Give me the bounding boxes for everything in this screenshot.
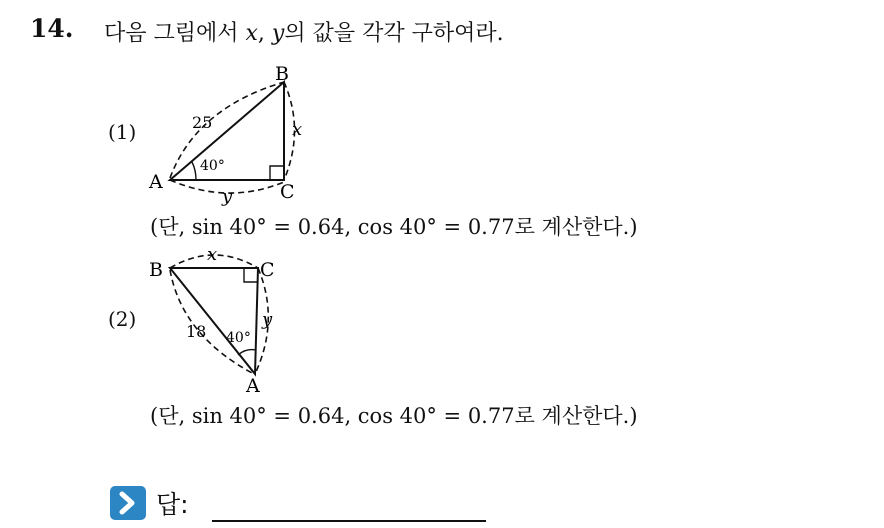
vertex-b-2: B [149,259,163,281]
angle-label-1: 40° [200,158,225,174]
vertex-a-2: A [246,375,260,397]
angle-arc-1 [192,162,196,180]
question-number: 14. [30,14,74,43]
right-angle-mark-2 [244,268,258,282]
arc-hypotenuse-2 [170,270,254,374]
condition-1: (단, sin 40° = 0.64, cos 40° = 0.77로 계산한다.) [150,215,638,239]
side-x-label-2: x [207,244,218,265]
problem-1-label: (1) [108,120,137,144]
hypotenuse-label-1: 25 [192,113,213,132]
vertex-a-1: A [149,171,163,193]
answer-label: 답: [156,490,189,519]
arc-side-y-1 [170,180,284,193]
condition-2: (단, sin 40° = 0.64, cos 40° = 0.77로 계산한다.) [150,404,638,428]
comma: , [257,21,272,46]
var-y: y [271,21,285,46]
chevron-right-icon [110,486,146,520]
arc-side-x-2 [170,255,258,268]
vertex-c-2: C [260,259,275,281]
vertex-c-1: C [280,181,295,203]
var-x: x [245,21,258,46]
triangle-1 [170,82,284,180]
side-y-label-1: y [222,186,233,207]
angle-label-2: 40° [226,330,251,346]
question-text-before: 다음 그림에서 [104,21,246,46]
hypotenuse-label-2: 18 [186,322,207,341]
triangle-2 [170,268,258,374]
angle-arc-2 [238,350,256,355]
side-x-label-1: x [292,119,303,140]
arc-hypotenuse-1 [170,82,284,178]
arc-side-x-1 [284,82,295,180]
question-text-after: 의 값을 각각 구하여라. [284,21,504,46]
side-y-label-2: y [262,309,273,330]
right-angle-mark-1 [270,166,284,180]
answer-blank[interactable] [212,520,486,522]
arc-side-y-2 [255,268,268,374]
problem-2-label: (2) [108,307,137,331]
question-text [104,16,504,47]
vertex-b-1: B [275,63,289,85]
